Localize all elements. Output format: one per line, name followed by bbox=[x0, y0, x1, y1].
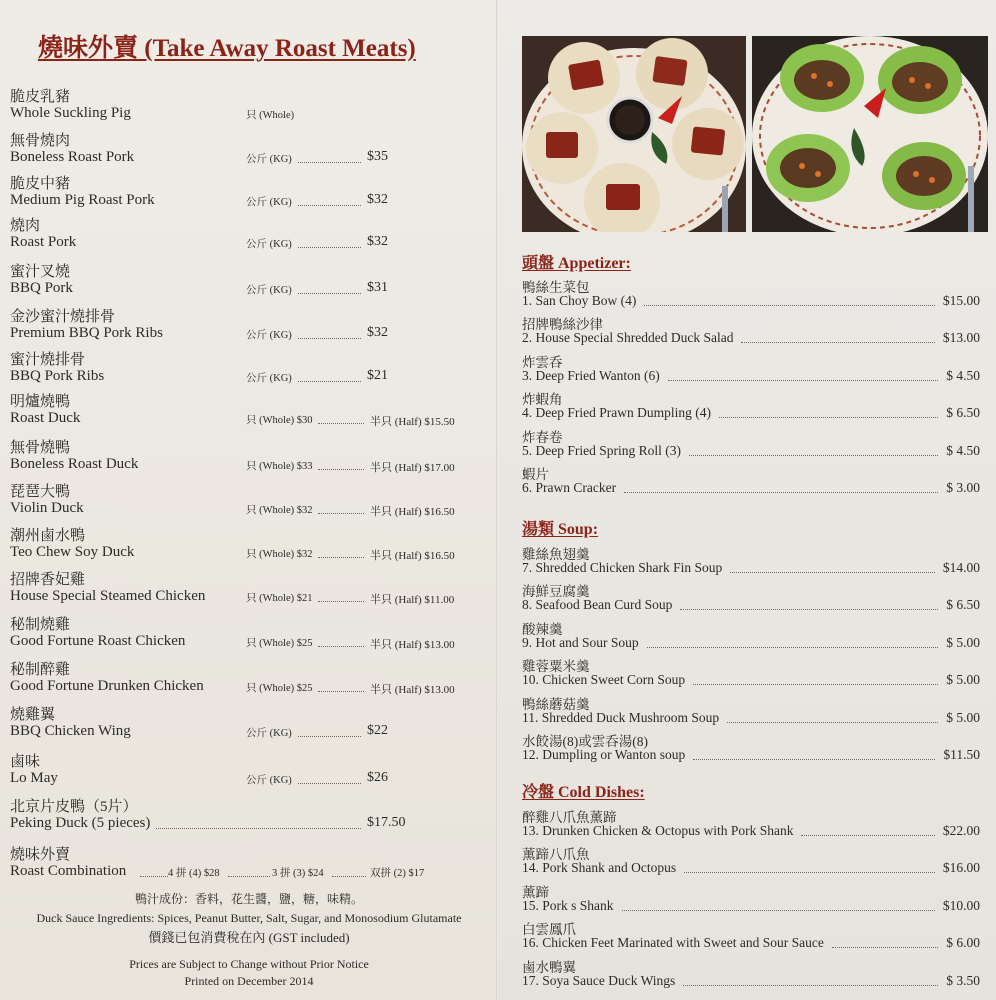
menu-title: 燒味外賣 (Take Away Roast Meats) bbox=[38, 35, 416, 62]
menu-item bbox=[522, 351, 980, 389]
right-menu-page bbox=[498, 0, 996, 1000]
item-price: $26 bbox=[367, 770, 388, 785]
item-english-name: 3. Deep Fried Wanton (6) bbox=[522, 368, 660, 383]
combination-option: 3 拼 (3) $24 bbox=[272, 868, 324, 879]
item-chinese-name: 金沙蜜汁燒排骨 bbox=[10, 309, 116, 325]
leader-dots bbox=[622, 910, 935, 911]
item-chinese-name: 蜜汁燒排骨 bbox=[10, 352, 86, 368]
menu-item bbox=[522, 463, 980, 501]
item-english-name: 4. Deep Fried Prawn Dumpling (4) bbox=[522, 405, 711, 420]
item-chinese-name: 秘制醉雞 bbox=[10, 662, 71, 678]
item-english-name: BBQ Pork Ribs bbox=[10, 368, 105, 384]
item-chinese-name: 鹵水鴨翼 bbox=[522, 960, 576, 975]
roast-meat-item bbox=[10, 214, 498, 258]
item-chinese-name: 雞絲魚翅羹 bbox=[522, 547, 590, 562]
roast-meat-item bbox=[10, 480, 498, 524]
item-chinese-name: 招牌鴨絲沙律 bbox=[522, 317, 603, 332]
leader-dots bbox=[318, 691, 364, 692]
leader-dots bbox=[683, 985, 938, 986]
item-price: $ 4.50 bbox=[946, 443, 980, 458]
food-photo-san-choy-bow bbox=[752, 36, 988, 232]
item-price: $11.50 bbox=[943, 747, 980, 762]
item-chinese-name: 炸春卷 bbox=[522, 430, 563, 445]
roast-meat-item bbox=[10, 750, 498, 794]
item-price: $32 bbox=[367, 325, 388, 340]
leader-dots bbox=[318, 557, 364, 558]
item-english-name: Roast Duck bbox=[10, 410, 81, 426]
leader-dots bbox=[730, 572, 935, 573]
menu-item bbox=[522, 655, 980, 693]
item-english-name: 6. Prawn Cracker bbox=[522, 480, 617, 495]
item-price: $21 bbox=[367, 368, 388, 383]
item-english-name: 12. Dumpling or Wanton soup bbox=[522, 747, 686, 762]
duck-pancakes-image bbox=[522, 36, 746, 232]
menu-item bbox=[522, 881, 980, 919]
leader-dots bbox=[318, 601, 364, 602]
item-chinese-name: 招牌香妃雞 bbox=[10, 572, 86, 588]
item-chinese-name: 鹵味 bbox=[10, 754, 41, 770]
leader-dots bbox=[298, 162, 361, 163]
item-price: $22.00 bbox=[942, 823, 980, 838]
item-unit: 公斤 (KG) bbox=[246, 728, 292, 739]
printed-date: Printed on December 2014 bbox=[184, 974, 314, 988]
item-english-name: BBQ Pork bbox=[10, 280, 73, 296]
item-chinese-name: 炸雲呑 bbox=[522, 355, 563, 370]
leader-dots bbox=[156, 828, 361, 829]
item-english-name: Boneless Roast Pork bbox=[10, 149, 135, 165]
leader-dots bbox=[741, 342, 935, 343]
item-english-name: 1. San Choy Bow (4) bbox=[522, 293, 637, 308]
item-english-name: 14. Pork Shank and Octopus bbox=[522, 860, 677, 875]
leader-dots bbox=[318, 469, 364, 470]
leader-dots bbox=[719, 417, 938, 418]
item-english-name: Boneless Roast Duck bbox=[10, 456, 139, 472]
item-chinese-name: 燒肉 bbox=[10, 218, 41, 234]
item-unit: 只 (Whole) $25 bbox=[246, 683, 313, 694]
leader-dots bbox=[332, 876, 366, 877]
menu-item bbox=[522, 693, 980, 731]
leader-dots bbox=[727, 722, 938, 723]
item-chinese-name: 蝦片 bbox=[522, 467, 549, 482]
item-chinese-name: 鴨絲蘑菇羹 bbox=[522, 697, 590, 712]
item-english-name: 13. Drunken Chicken & Octopus with Pork Shank bbox=[522, 823, 794, 838]
item-chinese-name: 琵琶大鴨 bbox=[10, 484, 71, 500]
item-price: $ 5.00 bbox=[946, 672, 980, 687]
roast-meat-item bbox=[10, 436, 498, 480]
item-english-name: Good Fortune Roast Chicken bbox=[10, 633, 186, 649]
item-unit: 只 (Whole) $30 bbox=[246, 415, 313, 426]
menu-item bbox=[522, 843, 980, 881]
menu-item bbox=[522, 388, 980, 426]
item-english-name: Roast Pork bbox=[10, 234, 77, 250]
item-english-name: BBQ Chicken Wing bbox=[10, 723, 131, 739]
item-english-name: Lo May bbox=[10, 770, 58, 786]
item-chinese-name: 秘制燒雞 bbox=[10, 617, 71, 633]
leader-dots bbox=[647, 647, 938, 648]
roast-meat-item bbox=[10, 305, 498, 349]
menu-item bbox=[522, 543, 980, 581]
menu-item bbox=[522, 918, 980, 956]
item-price: 半只 (Half) $16.50 bbox=[370, 550, 455, 562]
item-price: $22 bbox=[367, 723, 388, 738]
leader-dots bbox=[801, 835, 935, 836]
item-unit: 公斤 (KG) bbox=[246, 197, 292, 208]
item-english-name: Roast Combination bbox=[10, 863, 127, 879]
item-unit: 公斤 (KG) bbox=[246, 154, 292, 165]
sauce-ingredients-cn: 鴨汁成份：香料，花生醬，鹽，糖，味精。 bbox=[134, 892, 363, 906]
item-chinese-name: 薰蹄八爪魚 bbox=[522, 847, 590, 862]
item-chinese-name: 潮州鹵水鴨 bbox=[10, 528, 86, 544]
section-title: 頭盤 Appetizer: bbox=[522, 255, 631, 272]
item-english-name: Premium BBQ Pork Ribs bbox=[10, 325, 163, 341]
item-english-name: House Special Steamed Chicken bbox=[10, 588, 206, 604]
roast-meat-item bbox=[10, 658, 498, 702]
leader-dots bbox=[298, 293, 361, 294]
food-photo-duck-pancakes bbox=[522, 36, 746, 232]
item-price: $ 5.00 bbox=[946, 710, 980, 725]
item-english-name: 17. Soya Sauce Duck Wings bbox=[522, 973, 676, 988]
item-english-name: Good Fortune Drunken Chicken bbox=[10, 678, 204, 694]
leader-dots bbox=[680, 609, 938, 610]
roast-meat-item bbox=[10, 524, 498, 568]
item-price: $35 bbox=[367, 149, 388, 164]
roast-combination-item bbox=[10, 843, 498, 887]
roast-meat-item bbox=[10, 260, 498, 304]
item-english-name: Whole Suckling Pig bbox=[10, 105, 131, 121]
item-unit: 只 (Whole) $21 bbox=[246, 593, 313, 604]
item-unit: 只 (Whole) $32 bbox=[246, 549, 313, 560]
item-english-name: 15. Pork s Shank bbox=[522, 898, 614, 913]
item-chinese-name: 酸辣羹 bbox=[522, 622, 563, 637]
item-english-name: 9. Hot and Sour Soup bbox=[522, 635, 639, 650]
roast-meat-item bbox=[10, 129, 498, 173]
roast-meat-item bbox=[10, 172, 498, 216]
leader-dots bbox=[693, 759, 935, 760]
leader-dots bbox=[298, 381, 361, 382]
roast-meat-item bbox=[10, 613, 498, 657]
item-price: $10.00 bbox=[942, 898, 980, 913]
item-unit: 公斤 (KG) bbox=[246, 285, 292, 296]
roast-meat-item bbox=[10, 85, 498, 129]
item-price: 半只 (Half) $17.00 bbox=[370, 462, 455, 474]
item-chinese-name: 明爐燒鴨 bbox=[10, 394, 71, 410]
leader-dots bbox=[298, 783, 361, 784]
leader-dots bbox=[298, 736, 361, 737]
roast-meat-item bbox=[10, 568, 498, 612]
roast-meat-item bbox=[10, 703, 498, 747]
menu-item bbox=[522, 806, 980, 844]
item-chinese-name: 脆皮乳豬 bbox=[10, 89, 71, 105]
item-chinese-name: 薰蹄 bbox=[522, 885, 549, 900]
menu-item bbox=[522, 313, 980, 351]
leader-dots bbox=[644, 305, 935, 306]
item-price: $15.00 bbox=[942, 293, 980, 308]
item-price: 半只 (Half) $16.50 bbox=[370, 506, 455, 518]
sauce-ingredients-en: Duck Sauce Ingredients: Spices, Peanut Butter, Salt, Sugar, and Monosodium Glutamate bbox=[36, 911, 462, 925]
leader-dots bbox=[318, 646, 364, 647]
roast-meat-item bbox=[10, 390, 498, 434]
section-title: 湯類 Soup: bbox=[522, 521, 599, 538]
item-price: 半只 (Half) $13.00 bbox=[370, 639, 455, 651]
leader-dots bbox=[140, 876, 168, 877]
item-price: $32 bbox=[367, 234, 388, 249]
item-english-name: Teo Chew Soy Duck bbox=[10, 544, 135, 560]
leader-dots bbox=[684, 872, 935, 873]
item-english-name: 11. Shredded Duck Mushroom Soup bbox=[522, 710, 720, 725]
price-notice: Prices are Subject to Change without Prior Notice bbox=[129, 957, 369, 971]
item-unit: 公斤 (KG) bbox=[246, 239, 292, 250]
leader-dots bbox=[624, 492, 938, 493]
item-english-name: Violin Duck bbox=[10, 500, 84, 516]
item-price: $14.00 bbox=[942, 560, 980, 575]
item-unit: 公斤 (KG) bbox=[246, 330, 292, 341]
item-chinese-name: 雞蓉粟米羹 bbox=[522, 659, 590, 674]
menu-item bbox=[522, 276, 980, 314]
leader-dots bbox=[832, 947, 938, 948]
item-chinese-name: 鴨絲生菜包 bbox=[522, 280, 590, 295]
item-english-name: 2. House Special Shredded Duck Salad bbox=[522, 330, 734, 345]
item-chinese-name: 無骨燒肉 bbox=[10, 133, 71, 149]
item-unit: 只 (Whole) $33 bbox=[246, 461, 313, 472]
menu-item bbox=[522, 426, 980, 464]
leader-dots bbox=[689, 455, 938, 456]
item-price: $17.50 bbox=[367, 815, 406, 830]
item-price: $31 bbox=[367, 280, 388, 295]
item-price: 半只 (Half) $11.00 bbox=[370, 594, 455, 606]
item-unit: 只 (Whole) $25 bbox=[246, 638, 313, 649]
item-english-name: 5. Deep Fried Spring Roll (3) bbox=[522, 443, 681, 458]
san-choy-bow-image bbox=[752, 36, 988, 232]
item-english-name: 10. Chicken Sweet Corn Soup bbox=[522, 672, 686, 687]
item-chinese-name: 白雲鳳爪 bbox=[522, 922, 576, 937]
item-price: $ 6.00 bbox=[946, 935, 980, 950]
item-price: $ 3.00 bbox=[946, 480, 980, 495]
item-chinese-name: 蜜汁叉燒 bbox=[10, 264, 71, 280]
item-price: $ 3.50 bbox=[946, 973, 980, 988]
roast-meat-item bbox=[10, 348, 498, 392]
item-english-name: 16. Chicken Feet Marinated with Sweet and Sour Sauce bbox=[522, 935, 824, 950]
item-chinese-name: 燒雞翼 bbox=[10, 707, 56, 723]
menu-item bbox=[522, 580, 980, 618]
leader-dots bbox=[228, 876, 270, 877]
item-unit: 只 (Whole) bbox=[246, 110, 295, 121]
combination-option: 4 拼 (4) $28 bbox=[168, 868, 220, 879]
leader-dots bbox=[298, 338, 361, 339]
item-price: $ 5.00 bbox=[946, 635, 980, 650]
item-price: 半只 (Half) $15.50 bbox=[370, 416, 455, 428]
item-price: $16.00 bbox=[942, 860, 980, 875]
combination-option: 双拼 (2) $17 bbox=[370, 868, 425, 879]
item-english-name: 7. Shredded Chicken Shark Fin Soup bbox=[522, 560, 723, 575]
menu-item bbox=[522, 618, 980, 656]
item-unit: 只 (Whole) $32 bbox=[246, 505, 313, 516]
menu-item bbox=[522, 730, 980, 768]
item-price: $32 bbox=[367, 192, 388, 207]
leader-dots bbox=[693, 684, 938, 685]
item-chinese-name: 脆皮中豬 bbox=[10, 176, 71, 192]
item-chinese-name: 水餃湯(8)或雲呑湯(8) bbox=[522, 734, 648, 749]
item-chinese-name: 醉雞八爪魚薰蹄 bbox=[522, 810, 617, 825]
item-price: $ 6.50 bbox=[946, 597, 980, 612]
item-price: $13.00 bbox=[942, 330, 980, 345]
item-chinese-name: 炸蝦角 bbox=[522, 392, 563, 407]
item-english-name: Medium Pig Roast Pork bbox=[10, 192, 155, 208]
gst-note: 價錢已包消費稅在內 (GST included) bbox=[148, 930, 350, 945]
leader-dots bbox=[318, 423, 364, 424]
item-english-name: Peking Duck (5 pieces) bbox=[10, 815, 151, 831]
leader-dots bbox=[318, 513, 364, 514]
item-unit: 公斤 (KG) bbox=[246, 775, 292, 786]
item-price: $ 6.50 bbox=[946, 405, 980, 420]
section-title: 冷盤 Cold Dishes: bbox=[522, 784, 645, 801]
leader-dots bbox=[298, 247, 361, 248]
item-price: $ 4.50 bbox=[946, 368, 980, 383]
item-chinese-name: 北京片皮鴨（5片） bbox=[10, 799, 138, 815]
item-chinese-name: 無骨燒鴨 bbox=[10, 440, 71, 456]
item-unit: 公斤 (KG) bbox=[246, 373, 292, 384]
item-english-name: 8. Seafood Bean Curd Soup bbox=[522, 597, 673, 612]
leader-dots bbox=[668, 380, 938, 381]
menu-item bbox=[522, 956, 980, 994]
item-price: 半只 (Half) $13.00 bbox=[370, 684, 455, 696]
item-chinese-name: 海鮮豆腐羹 bbox=[522, 584, 590, 599]
item-chinese-name: 燒味外賣 bbox=[10, 847, 71, 863]
leader-dots bbox=[298, 205, 361, 206]
roast-meat-item bbox=[10, 795, 498, 839]
